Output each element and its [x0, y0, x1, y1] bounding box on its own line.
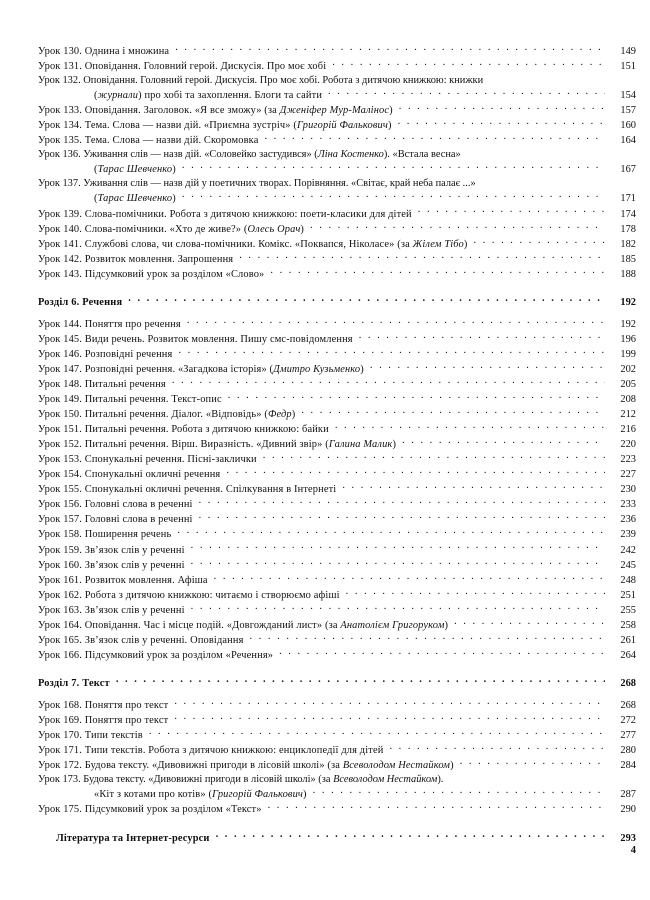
- dot-leader: [182, 191, 605, 201]
- entry-title: Урок 165. Зв’язок слів у реченні. Оповідання: [38, 634, 244, 646]
- dot-leader: [172, 377, 605, 387]
- dot-leader: [175, 44, 605, 54]
- dot-leader: [182, 162, 605, 172]
- entry-title: Урок 149. Питальні речення. Текст-опис: [38, 394, 222, 406]
- toc-lesson-entry[interactable]: [38, 362, 636, 377]
- entry-title-suffix: ): [392, 439, 397, 451]
- entry-title-line-2: [38, 88, 636, 103]
- dot-leader: [116, 676, 605, 686]
- entry-page-number: 251: [620, 589, 636, 601]
- toc-lesson-entry[interactable]: [38, 743, 636, 758]
- entry-page-number: 178: [620, 223, 636, 235]
- entry-page-number: 284: [620, 760, 636, 772]
- entry-title: Урок 148. Питальні речення: [38, 378, 166, 390]
- entry-title-text: Урок 132. Оповідання. Головний герой. Дискусія. Про моє хобі. Робота з дитячою книжкою: книжки: [38, 75, 484, 87]
- entry-title-suffix: ): [291, 409, 296, 421]
- toc-lesson-entry[interactable]: [38, 758, 636, 773]
- entry-title-text: Урок 173. Будова тексту. «Дивовижні пригоди в лісовій школі» (за: [38, 774, 334, 786]
- entry-title: Урок 166. Підсумковий урок за розділом «Речення»: [38, 649, 274, 661]
- entry-author-name: Всеволодом Нестайком: [342, 760, 451, 772]
- toc-lesson-entry[interactable]: [38, 44, 636, 59]
- entry-title: [38, 104, 397, 118]
- toc-lesson-entry[interactable]: [38, 633, 636, 648]
- dot-leader: [174, 698, 605, 708]
- entry-title-text: Урок 137. Уживання слів — назв дій у поетичних творах. Порівняння. «Світає, край неба палає ...»: [38, 178, 476, 190]
- entry-page-number: 272: [620, 714, 636, 726]
- entry-title: Урок 175. Підсумковий урок за розділом «Текст»: [38, 804, 262, 816]
- entry-title: Урок 170. Типи текстів: [38, 730, 143, 742]
- entry-title: Розділ 7. Текст: [38, 677, 110, 689]
- entry-page-number: 167: [620, 164, 636, 176]
- toc-lesson-entry[interactable]: [38, 543, 636, 558]
- dot-leader: [191, 543, 605, 553]
- dot-leader: [370, 362, 605, 372]
- entry-title: Урок 154. Спонукальні окличні речення: [38, 469, 221, 481]
- entry-page-number: 239: [620, 529, 636, 541]
- entry-title-line-2: [38, 787, 636, 802]
- dot-leader: [178, 347, 605, 357]
- entry-title: Урок 156. Головні слова в реченні: [38, 499, 193, 511]
- dot-leader: [328, 88, 605, 98]
- entry-title: Урок 155. Спонукальні окличні речення. Спілкування в Інтернеті: [38, 484, 337, 496]
- toc-lesson-entry[interactable]: [38, 573, 636, 588]
- entry-title-suffix: ): [463, 238, 468, 250]
- toc-lesson-entry[interactable]: [38, 497, 636, 512]
- dot-leader: [460, 758, 605, 768]
- dot-leader: [263, 452, 605, 462]
- dot-leader: [402, 437, 605, 447]
- entry-title: Урок 168. Поняття про текст: [38, 699, 169, 711]
- dot-leader: [346, 588, 605, 598]
- toc-lesson-entry[interactable]: [38, 103, 636, 118]
- entry-author-name: Дженіфер Мур-Малінос: [279, 105, 390, 117]
- entry-title: Урок 143. Підсумковий урок за розділом «Слово»: [38, 268, 265, 280]
- dot-leader: [187, 317, 605, 327]
- entry-page-number: 212: [620, 409, 636, 421]
- entry-title: Урок 157. Головні слова в реченні: [38, 514, 193, 526]
- toc-lesson-entry[interactable]: [38, 118, 636, 133]
- entry-title: Урок 135. Тема. Слова — назви дій. Скоромовка: [38, 135, 259, 147]
- entry-title-suffix: ): [450, 760, 454, 772]
- entry-page-number: 293: [620, 833, 636, 845]
- dot-leader: [399, 103, 605, 113]
- entry-page-number: 196: [620, 333, 636, 345]
- entry-title-line-2: [38, 191, 636, 206]
- entry-author-name: Всеволодом Нестайком: [333, 774, 438, 786]
- entry-page-number: 236: [620, 514, 636, 526]
- entry-title: [38, 223, 308, 237]
- entry-title-text: Урок 152. Питальні речення. Вірш. Виразність. «Дивний звір» (: [38, 439, 329, 451]
- dot-leader: [335, 422, 605, 432]
- entry-title-text: Урок 136. Уживання слів — назв дій. «Соловейко застудився» (: [38, 149, 318, 161]
- entry-title-suffix: ): [387, 120, 392, 132]
- dot-leader: [199, 512, 605, 522]
- entry-title-continuation: [94, 89, 326, 103]
- entry-title-text: Урок 141. Службові слова, чи слова-помічники. Комікс. «Поквапся, Ніколасе» (за: [38, 238, 413, 250]
- toc-lesson-entry-wrapped[interactable]: [38, 773, 636, 802]
- toc-lesson-entry[interactable]: [38, 252, 636, 267]
- entry-title-text: Урок 140. Слова-помічники. «Хто де живе?» (: [38, 223, 248, 235]
- entry-title-line-2: [38, 162, 636, 177]
- toc-lesson-entry[interactable]: [38, 588, 636, 603]
- dot-leader: [228, 392, 605, 402]
- toc-section-heading[interactable]: [38, 676, 636, 691]
- toc-lesson-entry[interactable]: [38, 648, 636, 663]
- entry-page-number: 277: [620, 730, 636, 742]
- entry-title: Розділ 6. Речення: [38, 296, 123, 308]
- entry-page-number: 208: [620, 394, 636, 406]
- entry-title: Урок 151. Питальні речення. Робота з дитячою книжкою: байки: [38, 424, 329, 436]
- entry-title-text: (: [94, 193, 98, 205]
- toc-lesson-entry[interactable]: [38, 482, 636, 497]
- entry-title-suffix: ): [444, 619, 449, 631]
- entry-title: Література та Інтернет-ресурси: [56, 833, 210, 845]
- entry-author-name: Жілем Тібо: [412, 238, 464, 250]
- entry-title: [38, 363, 368, 377]
- toc-lesson-entry[interactable]: [38, 377, 636, 392]
- entry-page-number: 216: [620, 424, 636, 436]
- dot-leader: [191, 558, 605, 568]
- entry-title: Урок 160. Зв’язок слів у реченні: [38, 559, 185, 571]
- entry-title: [38, 119, 396, 133]
- entry-title-continuation: [94, 192, 180, 206]
- entry-title: Урок 162. Робота з дитячою книжкою: читаємо і створюємо афіші: [38, 589, 340, 601]
- toc-lesson-entry[interactable]: [38, 618, 636, 633]
- entry-title-text: (: [94, 164, 98, 176]
- dot-leader: [454, 618, 605, 628]
- entry-page-number: 280: [620, 745, 636, 757]
- entry-title: [38, 759, 458, 773]
- entry-page-number: 154: [620, 90, 636, 102]
- toc-lesson-entry[interactable]: [38, 512, 636, 527]
- entry-page-number: 242: [620, 544, 636, 556]
- dot-leader: [250, 633, 605, 643]
- entry-title: [38, 438, 400, 452]
- dot-leader: [398, 118, 605, 128]
- dot-leader: [268, 802, 605, 812]
- entry-author-name: журнали: [97, 90, 139, 102]
- toc-lesson-entry[interactable]: [38, 422, 636, 437]
- toc-lesson-entry[interactable]: [38, 267, 636, 282]
- entry-page-number: 245: [620, 559, 636, 571]
- toc-lesson-entry[interactable]: [38, 317, 636, 332]
- toc-lesson-entry[interactable]: [38, 527, 636, 542]
- entry-title: Урок 163. Зв’язок слів у реченні: [38, 604, 185, 616]
- entry-page-number: 268: [620, 699, 636, 711]
- entry-title: Урок 145. Види речень. Розвиток мовлення. Пишу смс-повідомлення: [38, 333, 353, 345]
- entry-page-number: 192: [620, 296, 636, 308]
- dot-leader: [313, 787, 605, 797]
- entry-page-number: 261: [620, 634, 636, 646]
- entry-page-number: 164: [620, 135, 636, 147]
- entry-page-number: 157: [620, 105, 636, 117]
- entry-page-number: 268: [620, 677, 636, 689]
- dot-leader: [389, 743, 605, 753]
- dot-leader: [301, 407, 605, 417]
- entry-title-line-1: [38, 148, 636, 162]
- dot-leader: [342, 482, 605, 492]
- entry-title-text: Урок 172. Будова тексту. «Дивовижні пригоди в лісовій школі» (за: [38, 760, 343, 772]
- toc-bibliography-entry[interactable]: [38, 831, 636, 846]
- entry-page-number: 174: [620, 208, 636, 220]
- toc-lesson-entry[interactable]: [38, 802, 636, 817]
- dot-leader: [239, 252, 605, 262]
- dot-leader: [199, 497, 605, 507]
- toc-lesson-entry[interactable]: [38, 207, 636, 222]
- toc-lesson-entry[interactable]: [38, 713, 636, 728]
- dot-leader: [474, 237, 605, 247]
- entry-page-number: 264: [620, 649, 636, 661]
- toc-lesson-entry[interactable]: [38, 407, 636, 422]
- entry-title-text: Урок 164. Оповідання. Час і місце подій. «Довгожданий лист» (за: [38, 619, 341, 631]
- entry-title-text: Урок 134. Тема. Слова — назви дій. «Приємна зустріч» (: [38, 120, 297, 132]
- entry-title-suffix: ): [360, 363, 364, 375]
- entry-author-name: Тарас Шевченко: [97, 164, 173, 176]
- toc-lesson-entry[interactable]: [38, 332, 636, 347]
- dot-leader: [418, 207, 605, 217]
- entry-title-suffix: ). «Встала весна»: [383, 149, 461, 161]
- entry-title: Урок 153. Спонукальні речення. Пісні-заклички: [38, 454, 257, 466]
- entry-title-suffix: ): [303, 789, 307, 801]
- dot-leader: [279, 648, 605, 658]
- entry-title-line-1: [38, 773, 636, 787]
- entry-title-text: «Кіт з котами про котів» (: [94, 789, 213, 801]
- page-folio-number: 4: [630, 845, 636, 856]
- dot-leader: [174, 713, 605, 723]
- toc-lesson-entry[interactable]: [38, 603, 636, 618]
- dot-leader: [226, 467, 605, 477]
- entry-page-number: 192: [620, 318, 636, 330]
- entry-author-name: Федр: [267, 409, 292, 421]
- entry-title: Урок 142. Розвиток мовлення. Запрошення: [38, 253, 234, 265]
- entry-page-number: 205: [620, 378, 636, 390]
- toc-lesson-entry[interactable]: [38, 392, 636, 407]
- dot-leader: [264, 133, 605, 143]
- entry-page-number: 202: [620, 363, 636, 375]
- entry-page-number: 248: [620, 574, 636, 586]
- entry-page-number: 199: [620, 348, 636, 360]
- entry-title: Урок 159. Зв’язок слів у реченні: [38, 544, 185, 556]
- entry-author-name: Григорій Фалькович: [296, 120, 388, 132]
- entry-title-suffix: ): [389, 105, 393, 117]
- entry-author-name: Григорій Фалькович: [212, 789, 304, 801]
- entry-title-continuation: [94, 163, 180, 177]
- entry-author-name: Галина Малик: [328, 439, 393, 451]
- entry-title-suffix: ): [172, 193, 176, 205]
- entry-page-number: 290: [620, 804, 636, 816]
- entry-title-suffix: ): [172, 164, 176, 176]
- toc-lesson-entry[interactable]: [38, 467, 636, 482]
- entry-author-name: Ліна Костенко: [317, 149, 384, 161]
- table-of-contents: [38, 44, 636, 846]
- toc-lesson-entry-wrapped[interactable]: [38, 74, 636, 103]
- entry-page-number: 255: [620, 604, 636, 616]
- toc-section-heading[interactable]: [38, 295, 636, 310]
- entry-title-continuation: [94, 788, 311, 802]
- entry-title-text: (: [94, 90, 98, 102]
- entry-page-number: 188: [620, 268, 636, 280]
- entry-title: Урок 146. Розповідні речення: [38, 348, 173, 360]
- entry-page-number: 230: [620, 484, 636, 496]
- dot-leader: [332, 59, 605, 69]
- entry-title-line-1: [38, 74, 636, 88]
- entry-page-number: 223: [620, 454, 636, 466]
- toc-lesson-entry[interactable]: [38, 452, 636, 467]
- entry-title-suffix: ) про хобі та захоплення. Блоги та сайти: [138, 90, 323, 102]
- toc-lesson-entry[interactable]: [38, 558, 636, 573]
- entry-author-name: Дмитро Кузьменко: [273, 363, 361, 375]
- entry-page-number: 233: [620, 499, 636, 511]
- toc-lesson-entry[interactable]: [38, 698, 636, 713]
- entry-title-suffix: ): [300, 223, 305, 235]
- dot-leader: [177, 527, 605, 537]
- entry-title: [38, 619, 452, 633]
- entry-author-name: Олесь Орач: [247, 223, 301, 235]
- entry-title: Урок 139. Слова-помічники. Робота з дитячою книжкою: поети-класики для дітей: [38, 208, 412, 220]
- toc-lesson-entry[interactable]: [38, 59, 636, 74]
- toc-lesson-entry[interactable]: [38, 133, 636, 148]
- entry-title: Урок 158. Поширення речень: [38, 529, 172, 541]
- entry-page-number: 182: [620, 238, 636, 250]
- entry-title-text: Урок 150. Питальні речення. Діалог. «Відповідь» (: [38, 409, 268, 421]
- entry-title: Урок 161. Розвиток мовлення. Афіша: [38, 574, 208, 586]
- entry-page-number: 151: [620, 61, 636, 73]
- entry-author-name: Анатолієм Григоруком: [340, 619, 445, 631]
- entry-page-number: 287: [620, 789, 636, 801]
- entry-title: [38, 408, 299, 422]
- entry-title-text: Урок 133. Оповідання. Заголовок. «Я все зможу» (за: [38, 105, 280, 117]
- entry-title-line-1: [38, 177, 636, 191]
- entry-title-suffix: ).: [437, 774, 444, 786]
- entry-page-number: 160: [620, 120, 636, 132]
- toc-lesson-entry-wrapped[interactable]: [38, 177, 636, 206]
- toc-lesson-entry[interactable]: [38, 347, 636, 362]
- toc-lesson-entry-wrapped[interactable]: [38, 148, 636, 177]
- dot-leader: [128, 295, 605, 305]
- dot-leader: [214, 573, 605, 583]
- toc-lesson-entry[interactable]: [38, 237, 636, 252]
- entry-page-number: 149: [620, 46, 636, 57]
- toc-lesson-entry[interactable]: [38, 728, 636, 743]
- entry-page-number: 185: [620, 253, 636, 265]
- entry-title: Урок 169. Поняття про текст: [38, 714, 169, 726]
- dot-leader: [270, 267, 605, 277]
- entry-title: [38, 238, 472, 252]
- entry-page-number: 227: [620, 469, 636, 481]
- entry-page-number: 258: [620, 619, 636, 631]
- entry-author-name: Тарас Шевченко: [97, 193, 173, 205]
- dot-leader: [359, 332, 605, 342]
- toc-lesson-entry[interactable]: [38, 222, 636, 237]
- entry-title-text: Урок 147. Розповідні речення. «Загадкова історія» (: [38, 363, 274, 375]
- entry-title: Урок 144. Поняття про речення: [38, 318, 181, 330]
- entry-page-number: 220: [620, 439, 636, 451]
- dot-leader: [216, 831, 605, 841]
- entry-title: Урок 131. Оповідання. Головний герой. Дискусія. Про моє хобі: [38, 61, 327, 73]
- dot-leader: [191, 603, 605, 613]
- toc-lesson-entry[interactable]: [38, 437, 636, 452]
- entry-title: Урок 171. Типи текстів. Робота з дитячою книжкою: енциклопедії для дітей: [38, 745, 384, 757]
- entry-title: Урок 130. Однина і множина: [38, 46, 170, 57]
- dot-leader: [149, 728, 605, 738]
- entry-page-number: 171: [620, 193, 636, 205]
- dot-leader: [310, 222, 605, 232]
